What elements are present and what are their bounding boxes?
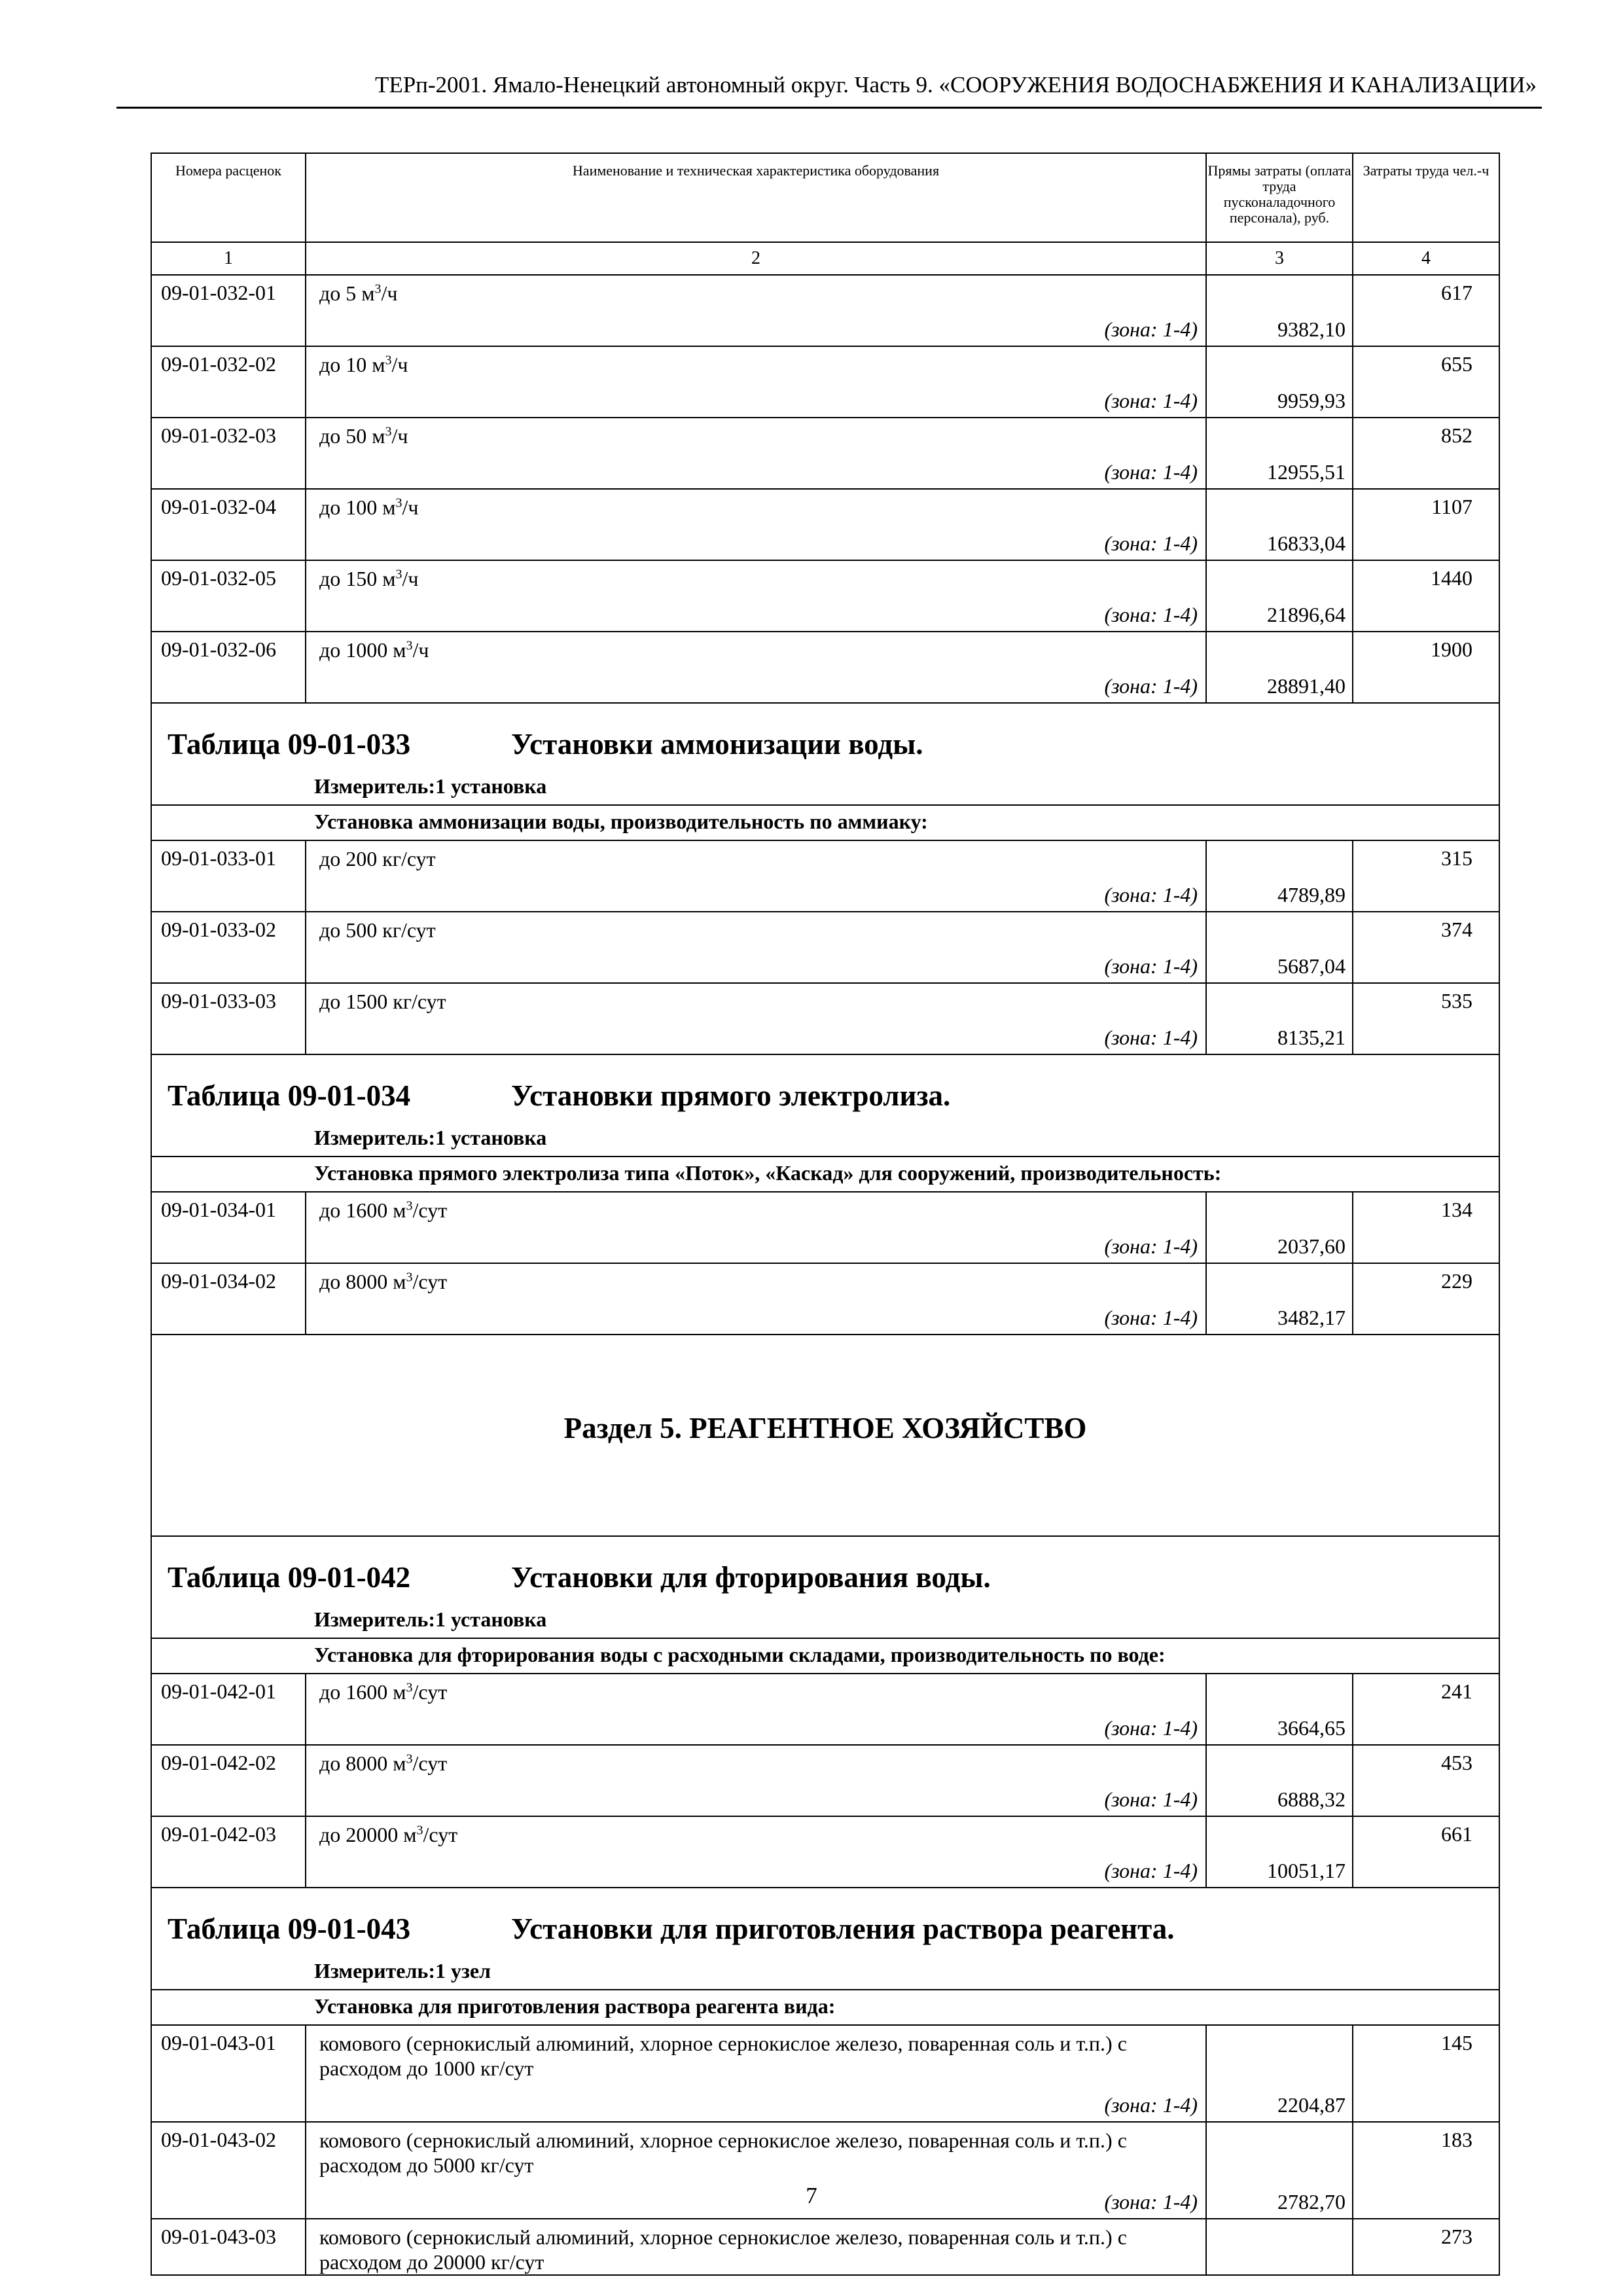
zone-note: (зона: 1-4) — [1104, 954, 1198, 978]
rate-code: 09-01-042-01 — [151, 1674, 306, 1745]
unit-superscript: 3 — [385, 353, 392, 368]
zone-note: (зона: 1-4) — [1104, 1859, 1198, 1882]
table-row — [151, 632, 1499, 703]
rate-code: 09-01-033-02 — [151, 912, 306, 983]
rate-description — [319, 989, 1198, 1014]
rate-description — [319, 1198, 1198, 1223]
section-title: Раздел 5. РЕАГЕНТНОЕ ХОЗЯЙСТВО — [563, 1412, 1087, 1444]
rate-description — [319, 281, 1198, 306]
rate-code: 09-01-033-03 — [151, 983, 306, 1054]
rate-description-text: до 20000 м — [319, 1823, 417, 1846]
direct-cost: 3664,65 — [1206, 1674, 1353, 1745]
labor-cost: 134 — [1353, 1192, 1499, 1263]
table-row — [151, 418, 1499, 489]
rate-code: 09-01-043-02 — [151, 2122, 306, 2219]
rate-name-cell — [306, 418, 1206, 489]
rate-code: 09-01-033-01 — [151, 840, 306, 912]
subtable-heading-cell — [151, 703, 1499, 805]
unit-superscript: 3 — [406, 1680, 413, 1695]
rate-description — [319, 637, 1198, 662]
rate-description-text: комового (сернокислый алюминий, хлорное сернокислое железо, поваренная соль и т.п.) с расходом до 20000 кг/сут — [319, 2225, 1127, 2274]
rate-code: 09-01-043-03 — [151, 2219, 306, 2275]
rate-code: 09-01-032-04 — [151, 489, 306, 560]
table-row — [151, 2025, 1499, 2122]
rate-name-cell — [306, 275, 1206, 346]
table-row — [151, 1263, 1499, 1335]
rate-description — [319, 1822, 1198, 1847]
direct-cost: 21896,64 — [1206, 560, 1353, 632]
rate-code: 09-01-032-02 — [151, 346, 306, 418]
direct-cost: 5687,04 — [1206, 912, 1353, 983]
group-row — [151, 1157, 1499, 1192]
rate-description — [319, 2031, 1198, 2081]
subtable-meter: Измеритель:1 установка — [314, 774, 547, 798]
labor-cost: 852 — [1353, 418, 1499, 489]
direct-cost: 8135,21 — [1206, 983, 1353, 1054]
rate-code: 09-01-032-06 — [151, 632, 306, 703]
direct-cost: 2204,87 — [1206, 2025, 1353, 2122]
subtable-name: Установки аммонизации воды. — [511, 728, 923, 761]
subtable-header — [151, 1888, 1499, 1990]
unit-superscript: 3 — [406, 638, 413, 653]
rate-name-cell — [306, 1745, 1206, 1816]
rate-name-cell — [306, 2219, 1206, 2275]
subtable-name: Установки для приготовления раствора реагента. — [511, 1912, 1175, 1945]
zone-note: (зона: 1-4) — [1104, 2190, 1198, 2214]
rate-code: 09-01-043-01 — [151, 2025, 306, 2122]
direct-cost: 16833,04 — [1206, 489, 1353, 560]
group-row — [151, 1990, 1499, 2025]
subtable-header — [151, 703, 1499, 805]
unit-suffix: /ч — [391, 353, 408, 376]
rate-description-text: до 5 м — [319, 281, 375, 305]
table-row — [151, 346, 1499, 418]
column-header-cost: Прямы затраты (оплата труда пусконаладочного персонала), руб. — [1206, 153, 1353, 242]
unit-suffix: /ч — [381, 281, 398, 305]
table-row — [151, 983, 1499, 1054]
unit-superscript: 3 — [374, 281, 382, 296]
table-row — [151, 489, 1499, 560]
column-number-row — [151, 242, 1499, 275]
labor-cost: 229 — [1353, 1263, 1499, 1335]
group-row — [151, 805, 1499, 840]
direct-cost — [1206, 2219, 1353, 2275]
unit-superscript: 3 — [406, 1198, 413, 1213]
rate-description-text: до 1600 м — [319, 1680, 406, 1704]
direct-cost: 2782,70 — [1206, 2122, 1353, 2219]
rate-code: 09-01-042-03 — [151, 1816, 306, 1888]
direct-cost: 10051,17 — [1206, 1816, 1353, 1888]
rate-description — [319, 1751, 1198, 1776]
rate-name-cell — [306, 1192, 1206, 1263]
labor-cost: 145 — [1353, 2025, 1499, 2122]
rate-description — [319, 918, 1198, 942]
rate-name-cell — [306, 983, 1206, 1054]
unit-superscript: 3 — [395, 567, 402, 582]
subtable-header — [151, 1054, 1499, 1157]
subtable-heading-cell — [151, 1888, 1499, 1990]
section-cell — [151, 1335, 1499, 1536]
rate-code: 09-01-042-02 — [151, 1745, 306, 1816]
column-header-code: Номера расценок — [151, 153, 306, 242]
running-header: ТЕРп-2001. Ямало-Ненецкий автономный округ. Часть 9. «СООРУЖЕНИЯ ВОДОСНАБЖЕНИЯ И КАНАЛИЗАЦИИ» — [374, 72, 1537, 98]
rate-description-text: до 200 кг/сут — [319, 847, 436, 870]
rate-code: 09-01-034-02 — [151, 1263, 306, 1335]
table-row — [151, 1674, 1499, 1745]
labor-cost: 1440 — [1353, 560, 1499, 632]
subtable-header — [151, 1536, 1499, 1638]
subtable-number: Таблица 09-01-033 — [168, 728, 411, 761]
subtable-number: Таблица 09-01-034 — [168, 1079, 411, 1112]
subtable-name: Установки для фторирования воды. — [511, 1561, 991, 1594]
table-row — [151, 1192, 1499, 1263]
column-number-1: 1 — [151, 242, 306, 275]
rate-name-cell — [306, 346, 1206, 418]
rate-name-cell — [306, 912, 1206, 983]
group-label: Установка для приготовления раствора реагента вида: — [151, 1990, 1499, 2025]
unit-suffix: /сут — [412, 1680, 448, 1704]
column-header-row — [151, 153, 1499, 242]
rate-description — [319, 846, 1198, 871]
unit-superscript: 3 — [416, 1823, 423, 1838]
direct-cost: 9959,93 — [1206, 346, 1353, 418]
zone-note: (зона: 1-4) — [1104, 2093, 1198, 2117]
direct-cost: 12955,51 — [1206, 418, 1353, 489]
rate-description — [319, 423, 1198, 448]
rate-name-cell — [306, 1674, 1206, 1745]
rate-description-text: до 500 кг/сут — [319, 918, 436, 942]
rate-code: 09-01-032-05 — [151, 560, 306, 632]
column-header-labor: Затраты труда чел.-ч — [1353, 153, 1499, 242]
subtable-heading-cell — [151, 1054, 1499, 1157]
rate-name-cell — [306, 1263, 1206, 1335]
rate-description — [319, 495, 1198, 520]
unit-suffix: /ч — [391, 424, 408, 448]
unit-superscript: 3 — [406, 1270, 413, 1285]
rate-description — [319, 566, 1198, 591]
direct-cost: 9382,10 — [1206, 275, 1353, 346]
unit-suffix: /сут — [423, 1823, 458, 1846]
rate-name-cell — [306, 840, 1206, 912]
rate-description — [319, 1269, 1198, 1294]
group-label: Установка прямого электролиза типа «Поток», «Каскад» для сооружений, производительность: — [151, 1157, 1499, 1192]
zone-note: (зона: 1-4) — [1104, 1787, 1198, 1811]
table-row — [151, 560, 1499, 632]
rate-description — [319, 2128, 1198, 2178]
rate-code: 09-01-032-01 — [151, 275, 306, 346]
labor-cost: 374 — [1353, 912, 1499, 983]
rate-description-text: до 150 м — [319, 567, 396, 590]
subtable-meter: Измеритель:1 установка — [314, 1607, 547, 1631]
direct-cost: 6888,32 — [1206, 1745, 1353, 1816]
direct-cost: 4789,89 — [1206, 840, 1353, 912]
direct-cost: 28891,40 — [1206, 632, 1353, 703]
rate-name-cell — [306, 2025, 1206, 2122]
zone-note: (зона: 1-4) — [1104, 1716, 1198, 1740]
rate-description — [319, 1679, 1198, 1704]
labor-cost: 183 — [1353, 2122, 1499, 2219]
zone-note: (зона: 1-4) — [1104, 1234, 1198, 1258]
rate-description-text: до 50 м — [319, 424, 385, 448]
labor-cost: 273 — [1353, 2219, 1499, 2275]
labor-cost: 241 — [1353, 1674, 1499, 1745]
header-rule — [116, 107, 1542, 109]
rate-description-text: комового (сернокислый алюминий, хлорное сернокислое железо, поваренная соль и т.п.) с расходом до 1000 кг/сут — [319, 2032, 1127, 2080]
zone-note: (зона: 1-4) — [1104, 1026, 1198, 1049]
unit-suffix: /ч — [412, 638, 429, 662]
subtable-number: Таблица 09-01-042 — [168, 1561, 411, 1594]
table-row — [151, 840, 1499, 912]
unit-superscript: 3 — [385, 424, 392, 439]
subtable-number: Таблица 09-01-043 — [168, 1912, 411, 1945]
unit-suffix: /сут — [412, 1270, 448, 1293]
subtable-title — [168, 1912, 1175, 1946]
zone-note: (зона: 1-4) — [1104, 603, 1198, 626]
unit-suffix: /сут — [412, 1751, 448, 1775]
zone-note: (зона: 1-4) — [1104, 883, 1198, 906]
table-row — [151, 2219, 1499, 2275]
subtable-title — [168, 1079, 951, 1113]
column-number-4: 4 — [1353, 242, 1499, 275]
rate-description-text: до 1000 м — [319, 638, 406, 662]
unit-suffix: /ч — [402, 495, 419, 519]
subtable-title — [168, 727, 923, 761]
unit-superscript: 3 — [395, 495, 402, 511]
subtable-name: Установки прямого электролиза. — [511, 1079, 951, 1112]
group-label: Установка для фторирования воды с расходными складами, производительность по воде: — [151, 1638, 1499, 1674]
column-header-name: Наименование и техническая характеристика оборудования — [306, 153, 1206, 242]
subtable-heading-cell — [151, 1536, 1499, 1638]
rate-name-cell — [306, 632, 1206, 703]
rate-description-text: до 1500 кг/сут — [319, 990, 446, 1013]
table-row — [151, 912, 1499, 983]
rate-description-text: комового (сернокислый алюминий, хлорное сернокислое железо, поваренная соль и т.п.) с расходом до 5000 кг/сут — [319, 2128, 1127, 2177]
table-row — [151, 1816, 1499, 1888]
section-row — [151, 1335, 1499, 1536]
rate-name-cell — [306, 489, 1206, 560]
labor-cost: 1107 — [1353, 489, 1499, 560]
rate-description — [319, 2225, 1198, 2274]
rate-description-text: до 100 м — [319, 495, 396, 519]
labor-cost: 655 — [1353, 346, 1499, 418]
zone-note: (зона: 1-4) — [1104, 389, 1198, 412]
column-number-2: 2 — [306, 242, 1206, 275]
rate-name-cell — [306, 1816, 1206, 1888]
labor-cost: 535 — [1353, 983, 1499, 1054]
column-number-3: 3 — [1206, 242, 1353, 275]
unit-suffix: /ч — [402, 567, 419, 590]
rate-description-text: до 10 м — [319, 353, 385, 376]
subtable-title — [168, 1560, 991, 1594]
rate-code: 09-01-034-01 — [151, 1192, 306, 1263]
rate-name-cell — [306, 560, 1206, 632]
rate-description-text: до 8000 м — [319, 1270, 406, 1293]
rate-description — [319, 352, 1198, 377]
rate-description-text: до 8000 м — [319, 1751, 406, 1775]
labor-cost: 1900 — [1353, 632, 1499, 703]
zone-note: (зона: 1-4) — [1104, 1306, 1198, 1329]
page-number: 7 — [806, 2183, 817, 2208]
zone-note: (зона: 1-4) — [1104, 460, 1198, 484]
group-row — [151, 1638, 1499, 1674]
subtable-meter: Измеритель:1 узел — [314, 1959, 491, 1982]
direct-cost: 3482,17 — [1206, 1263, 1353, 1335]
rate-description-text: до 1600 м — [319, 1198, 406, 1222]
zone-note: (зона: 1-4) — [1104, 531, 1198, 555]
rates-table — [151, 152, 1500, 2276]
labor-cost: 453 — [1353, 1745, 1499, 1816]
group-label: Установка аммонизации воды, производительность по аммиаку: — [151, 805, 1499, 840]
zone-note: (зона: 1-4) — [1104, 674, 1198, 698]
labor-cost: 315 — [1353, 840, 1499, 912]
table-row — [151, 1745, 1499, 1816]
zone-note: (зона: 1-4) — [1104, 317, 1198, 341]
rate-code: 09-01-032-03 — [151, 418, 306, 489]
unit-suffix: /сут — [412, 1198, 448, 1222]
direct-cost: 2037,60 — [1206, 1192, 1353, 1263]
subtable-meter: Измеритель:1 установка — [314, 1126, 547, 1149]
unit-superscript: 3 — [406, 1751, 413, 1767]
table-row — [151, 275, 1499, 346]
labor-cost: 617 — [1353, 275, 1499, 346]
labor-cost: 661 — [1353, 1816, 1499, 1888]
